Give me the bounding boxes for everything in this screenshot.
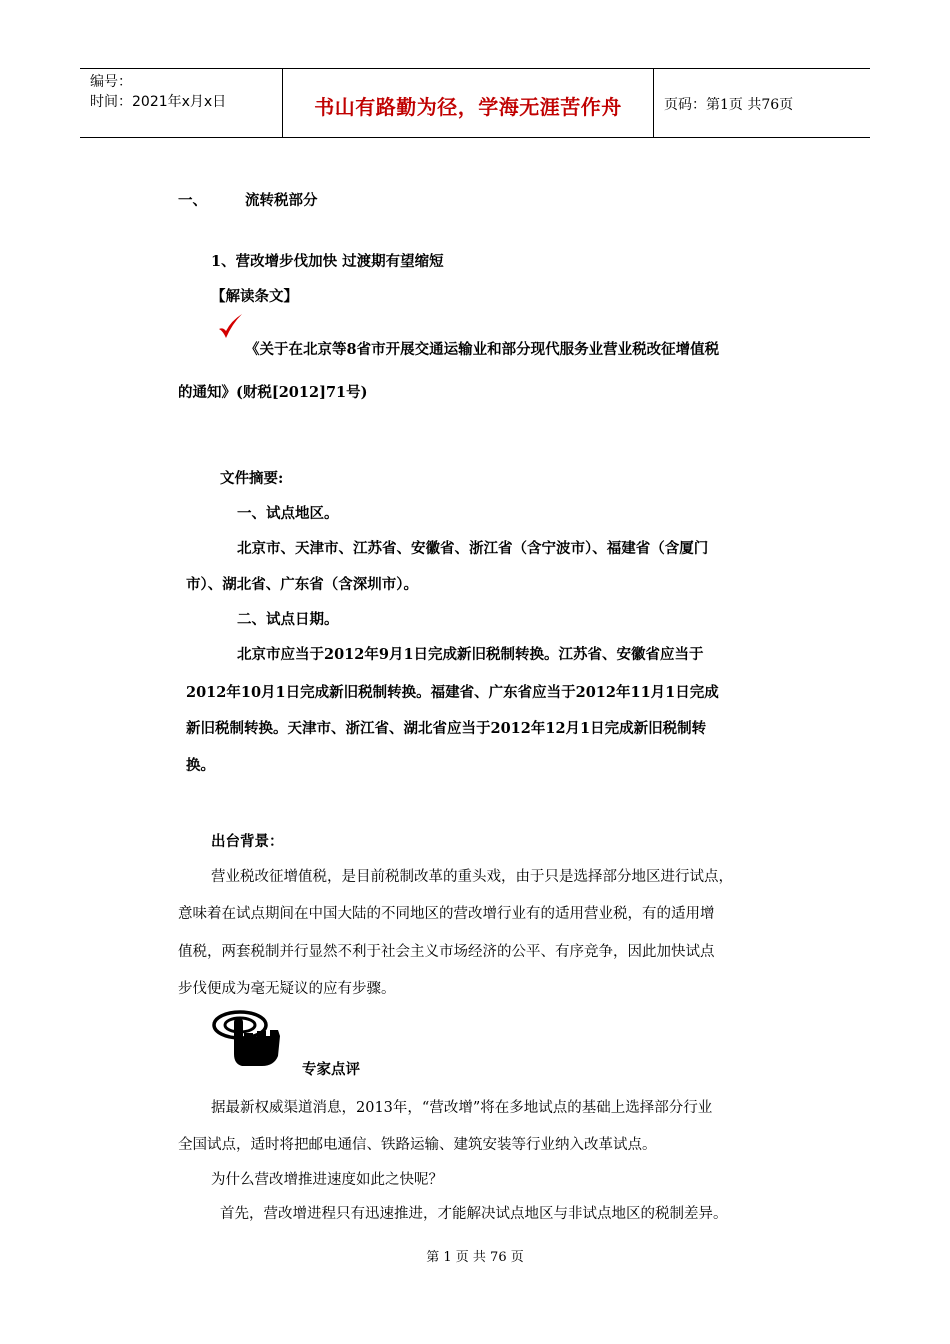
finger-press-icon (210, 1006, 296, 1068)
question-line: 为什么营改增推进速度如此之快呢？ (211, 1172, 443, 1188)
pilot-date-line1: 北京市应当于2012年9月1日完成新旧税制转换。江苏省、安徽省应当于 (237, 646, 704, 663)
pilot-area-line1: 北京市、天津市、江苏省、安徽省、浙江省（含宁波市）、福建省（含厦门 (237, 540, 709, 557)
interpret-label: 【解读条文】 (211, 288, 298, 305)
expert-line2: 全国试点，适时将把邮电通信、铁路运输、建筑安装等行业纳入改革试点。 (178, 1137, 657, 1153)
pilot-area-heading: 一、试点地区。 (237, 505, 339, 522)
header-page-cell (654, 69, 870, 137)
doc-title-line2: 的通知》(财税[2012]71号) (178, 384, 368, 401)
number-label: 编号： (90, 74, 132, 90)
pilot-date-heading: 二、试点日期。 (237, 611, 339, 628)
header-motto-cell (283, 69, 654, 137)
background-line3: 值税，两套税制并行显然不利于社会主义市场经济的公平、有序竞争，因此加快试点 (178, 944, 715, 960)
background-line1: 营业税改征增值税，是目前税制改革的重头戏，由于只是选择部分地区进行试点， (211, 869, 733, 885)
page-footer: 第 1 页 共 76 页 (426, 1250, 524, 1265)
time-label: 时间：2021年x月x日 (90, 94, 227, 110)
background-line2: 意味着在试点期间在中国大陆的不同地区的营改增行业有的适用营业税，有的适用增 (178, 906, 715, 922)
header-meta-cell (80, 69, 283, 137)
expert-line1: 据最新权威渠道消息，2013年，“营改增”将在多地试点的基础上选择部分行业 (211, 1100, 713, 1116)
pilot-date-line2: 2012年10月1日完成新旧税制转换。福建省、广东省应当于2012年11月1日完成 (186, 684, 719, 701)
pilot-date-line3: 新旧税制转换。天津市、浙江省、湖北省应当于2012年12月1日完成新旧税制转 (186, 720, 707, 737)
doc-title-line1: 《关于在北京等8省市开展交通运输业和部分现代服务业营业税改征增值税 (245, 341, 720, 358)
background-label: 出台背景： (211, 833, 284, 850)
expert-label: 专家点评 (302, 1061, 360, 1078)
page-header (80, 68, 870, 138)
section-number: 一、 (178, 192, 207, 209)
section-title: 流转税部分 (245, 192, 318, 209)
page-info: 页码：第1页 共76页 (664, 97, 794, 113)
motto: 书山有路勤为径，学海无涯苦作舟 (314, 95, 622, 119)
summary-label: 文件摘要: (220, 470, 284, 487)
pilot-date-line4: 换。 (186, 757, 215, 774)
pilot-area-line2: 市）、湖北省、广东省（含深圳市）。 (186, 576, 418, 593)
checkmark-icon (217, 312, 243, 342)
item-title: 1、营改增步伐加快 过渡期有望缩短 (211, 253, 444, 270)
first-reason-line: 首先，营改增进程只有迅速推进，才能解决试点地区与非试点地区的税制差异。 (220, 1206, 728, 1222)
background-line4: 步伐便成为毫无疑议的应有步骤。 (178, 981, 396, 997)
